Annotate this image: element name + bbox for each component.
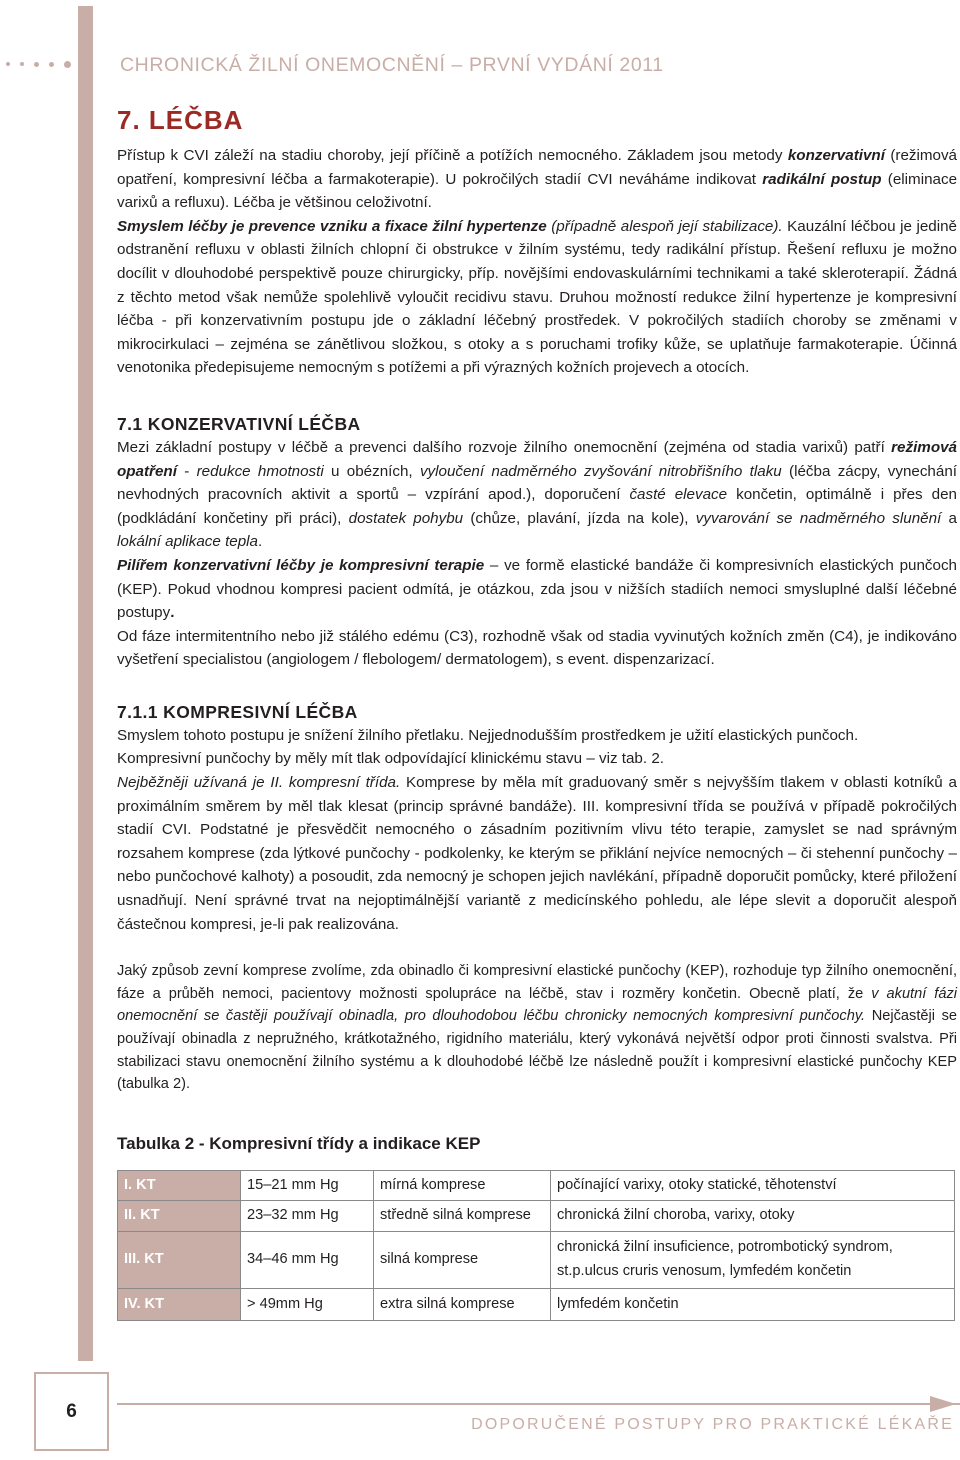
sidebar-bar [78,6,93,1361]
footer-title: DOPORUČENÉ POSTUPY PRO PRAKTICKÉ LÉKAŘE [471,1416,954,1433]
dot-icon [34,62,39,67]
compression-choice-paragraph: Jaký způsob zevní komprese zvolíme, zda obinadlo či kompresivní elastické punčochy (KEP), rozhoduje typ žilního onemocnění, fáze a průběh nemoci, pacientovy možnosti spolupráce na léčbě, stav i rozměry končetin. Obecně platí, že v akutní fázi onemocnění se častěji používají obinadla, pro dlouhodobou léčbu chronicky nemocných kompresivní punčochy. Nejčastěji se používají obinadla z nepružného, krátkotažného, rigidního materiálu, který vykonává největší odpor proti činnosti svalstva. Při stabilizaci stavu onemocnění žilního systému a k dlouhodobé léčbě lze následně použít i kompresivní elastické punčochy KEP (tabulka 2). [117,963,957,1093]
section-7-1-paragraph-1: Mezi základní postupy v léčbě a prevenci dalšího rozvoje žilního onemocnění (zejména od stadia varixů) patří režimová opatření - redukce hmotnosti u obézních, vyloučení nadměrného zvyšování nitrobřišního tlaku (léčba zácpy, vynechání nevhodných pracovních aktivit a sportů – vzpírání apod.), doporučení časté elevace končetin, optimálně i přes den (podkládání končetiny při práci), dostatek pohybu (chůze, plavání, jízda na kole), vyvarování se nadměrného slunění a lokální aplikace tepla. [117,438,957,551]
dot-icon [20,62,24,66]
section-heading-7-1-1: 7.1.1 KOMPRESIVNÍ LÉČBA [117,701,358,722]
section-7-1-1-paragraph-3: Nejběžněji užívaná je II. kompresní třída. Komprese by měla mít graduovaný směr s nejvyšším tlakem v oblasti kotníků a proximálním směrem by měl tlak klesat (princip správné bandáže). III. kompresivní třída se používá v případě pokročilých stadií CVI. Podstatné je přesvědčit nemocného o zásadním pozitivním vlivu této terapie, zamyslet se nad správným rozsahem komprese (zda lýtkové punčochy - podkolenky, ke kterým se přiklání nejvíce nemocných – či stehenní punčochy – nebo punčochové kalhoty) a posoudit, zda nemocný je schopen jejich navlékání, případně doporučit pomůcky, které přiložení usnadňují. Není správné trvat na nejoptimálnější variantě z medicínského pohledu, ale lépe slevit a doporučit alespoň částečnou kompresi, je-li pak realizována. [117,774,957,933]
page-number: 6 [66,1400,77,1422]
indication-cell: lymfedém končetin [551,1288,955,1320]
table-row [118,1288,955,1320]
section-heading-7-1: 7.1 KONZERVATIVNÍ LÉČBA [117,413,361,434]
section-7-1-paragraph-2: Pilířem konzervativní léčby je kompresivní terapie – ve formě elastické bandáže či kompresivních elastických punčoch (KEP). Pokud vhodnou kompresi pacient odmítá, je otázkou, zda jsou v nižších stadiích nemoci smysluplné další léčebné postupy. [117,556,957,622]
table-row [118,1170,955,1201]
strength-cell: extra silná komprese [374,1288,551,1320]
dot-icon [64,61,71,68]
pressure-cell: > 49mm Hg [241,1288,374,1320]
running-header: CHRONICKÁ ŽILNÍ ONEMOCNĚNÍ – PRVNÍ VYDÁNÍ 2011 [120,54,664,76]
pressure-cell: 15–21 mm Hg [241,1170,374,1201]
pressure-cell: 23–32 mm Hg [241,1201,374,1232]
compression-classes-table [117,1170,955,1321]
header-dots-decoration [6,52,116,76]
class-cell: II. KT [118,1201,241,1232]
footer-arrow-icon [930,1396,956,1412]
indication-cell: chronická žilní insuficience, potrombotický syndrom, st.p.ulcus cruris venosum, lymfedém končetin [551,1231,955,1288]
strength-cell: středně silná komprese [374,1201,551,1232]
page-content [117,96,957,1321]
chapter-heading: 7. LÉČBA [117,105,244,135]
table-row [118,1201,955,1232]
indication-cell: počínající varixy, otoky statické, těhotenství [551,1170,955,1201]
pressure-cell: 34–46 mm Hg [241,1231,374,1288]
section-7-1-1-paragraph-1: Smyslem tohoto postupu je snížení žilního přetlaku. Nejjednodušším prostředkem je užití elastických punčoch. [117,726,859,744]
table-row [118,1231,955,1288]
dot-icon [49,62,54,67]
class-cell: III. KT [118,1231,241,1288]
table-title: Tabulka 2 - Kompresivní třídy a indikace KEP [117,1133,481,1153]
page-number-box [34,1372,109,1451]
section-7-1-1-paragraph-2: Kompresivní punčochy by měly mít tlak odpovídající klinickému stavu – viz tab. 2. [117,750,664,768]
section-7-1-paragraph-3: Od fáze intermitentního nebo již stálého edému (C3), rozhodně však od stadia vyvinutých kožních změn (C4), je indikováno vyšetření specialistou (angiologem / flebologem/ dermatologem), s event. dispenzarizací. [117,627,957,669]
strength-cell: mírná komprese [374,1170,551,1201]
intro-paragraph-1: Přístup k CVI záleží na stadiu choroby, její příčině a potížích nemocného. Základem jsou metody konzervativní (režimová opatření, kompresivní léčba a farmakoterapie). U pokročilých stadií CVI neváháme indikovat radikální postup (eliminace varixů a refluxu). Léčba je většinou celoživotní. [117,147,958,212]
dot-icon [81,61,88,68]
footer-rule [117,1403,960,1405]
class-cell: IV. KT [118,1288,241,1320]
class-cell: I. KT [118,1170,241,1201]
strength-cell: silná komprese [374,1231,551,1288]
intro-paragraph-2: Smyslem léčby je prevence vzniku a fixace žilní hypertenze (případně alespoň její stabilizace). Kauzální léčbou je jedině odstranění refluxu v oblasti žilních chlopní či obstrukce v žilním systému, tedy radikální přístup. Řešení refluxu je možno docílit v dlouhodobé perspektivě pouze chirurgicky, příp. novějšími endovaskulárními technikami a také skleroterapií. Žádná z těchto metod však nemůže spolehlivě vyloučit recidivu stavu. Druhou možností redukce žilní hypertenze je kompresivní léčba - při konzervativním postupu jde o základní léčebný prostředek. V pokročilých stadiích choroby se změnami v mikrocirkulaci – zejména se zánětlivou složkou, s otoky a s poruchami trofiky kůže, se uplatňuje farmakoterapie. Účinná venotonika předepisujeme nemocným s potížemi a při výrazných kožních projevech a otocích. [117,217,957,377]
dot-icon [6,62,10,66]
indication-cell: chronická žilní choroba, varixy, otoky [551,1201,955,1232]
